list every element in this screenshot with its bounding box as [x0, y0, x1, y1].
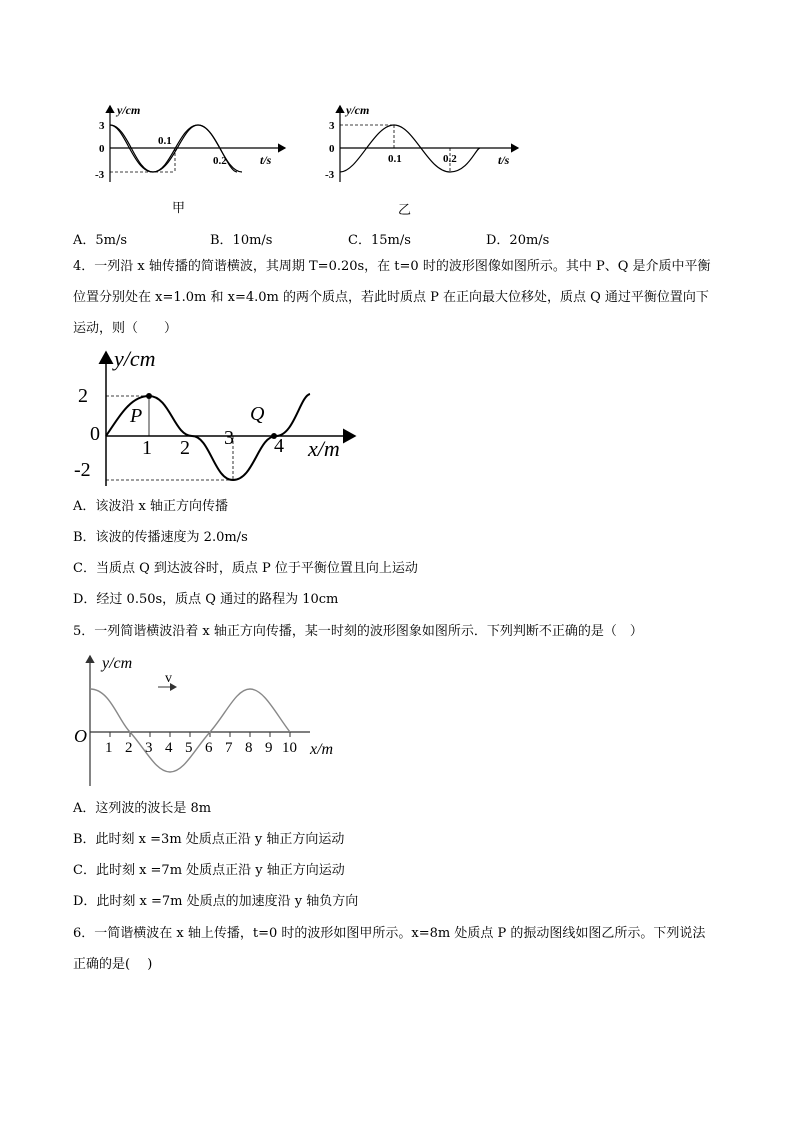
- q3-option-a: A．5m/s: [73, 233, 128, 248]
- y-axis-label: y/cm: [114, 346, 156, 371]
- x-tick: 3: [145, 740, 153, 756]
- x-tick: 0.1: [388, 153, 402, 165]
- q5-figure: [70, 650, 350, 790]
- y-tick: 2: [78, 385, 88, 407]
- q3-option-d: D．20m/s: [486, 233, 550, 248]
- y-tick: 0: [99, 143, 105, 155]
- y-axis-label: y/cm: [117, 103, 141, 117]
- y-tick: 3: [329, 120, 335, 132]
- y-tick: -2: [74, 459, 91, 481]
- q4-question-line: 位置分别处在 x=1.0m 和 x=4.0m 的两个质点，若此时质点 P 在正向最大位移处，质点 Q 通过平衡位置向下: [73, 290, 709, 305]
- velocity-label: v: [165, 671, 172, 686]
- wave-curve: [90, 689, 290, 772]
- q4-question-line: 运动，则（ ）: [73, 321, 178, 336]
- x-axis-label: t/s: [498, 153, 510, 167]
- q4-option-d: D．经过 0.50s，质点 Q 通过的路程为 10cm: [73, 592, 339, 607]
- x-tick: 7: [225, 740, 233, 756]
- y-tick: -3: [325, 169, 335, 181]
- x-tick: 9: [265, 740, 273, 756]
- x-tick: 1: [142, 437, 152, 459]
- figure-jia: [85, 98, 300, 190]
- q5-option-d: D．此时刻 x =7m 处质点的加速度沿 y 轴负方向: [73, 894, 359, 909]
- x-tick: 8: [245, 740, 253, 756]
- q4-question-line: 4．一列沿 x 轴传播的简谐横波，其周期 T=0.20s，在 t=0 时的波形图像如图所示。其中 P、Q 是介质中平衡: [73, 259, 711, 274]
- y-tick: -3: [95, 169, 105, 181]
- x-tick: 0.2: [443, 153, 457, 165]
- x-tick: 0.2: [213, 155, 227, 167]
- x-tick: 5: [185, 740, 193, 756]
- origin-label: O: [74, 726, 87, 746]
- y-tick: 0: [329, 143, 335, 155]
- x-tick: 0.1: [158, 135, 172, 147]
- q6-question-line: 正确的是( ): [73, 957, 153, 972]
- x-tick: 3: [224, 427, 234, 449]
- x-tick: 4: [274, 435, 284, 457]
- x-tick: 2: [180, 437, 190, 459]
- x-tick: 1: [105, 740, 113, 756]
- q4-option-c: C．当质点 Q 到达波谷时，质点 P 位于平衡位置且向上运动: [73, 561, 418, 576]
- x-tick: 4: [165, 740, 173, 756]
- x-tick: 10: [282, 740, 297, 756]
- x-ticks-marks: [110, 732, 290, 737]
- x-axis-label: x/m: [310, 741, 334, 758]
- x-tick: 6: [205, 740, 213, 756]
- y-tick: 3: [99, 120, 105, 132]
- figure-jia-caption: 甲: [172, 201, 186, 216]
- q3-option-c: C．15m/s: [348, 233, 411, 248]
- y-axis-label: y/cm: [346, 103, 370, 117]
- q6-question-line: 6．一简谐横波在 x 轴上传播，t=0 时的波形如图甲所示。x=8m 处质点 P 的振动图线如图乙所示。下列说法: [73, 926, 706, 941]
- figure-yi-caption: 乙: [398, 203, 412, 218]
- x-axis-label: t/s: [260, 153, 272, 167]
- point-q-label: Q: [250, 403, 265, 425]
- point-p-marker: [146, 393, 152, 399]
- point-p-label: P: [130, 405, 143, 427]
- q5-option-c: C．此时刻 x =7m 处质点正沿 y 轴正方向运动: [73, 863, 345, 878]
- x-axis-label: x/m: [308, 436, 340, 461]
- q3-option-b: B．10m/s: [210, 233, 273, 248]
- q5-question-line: 5．一列简谐横波沿着 x 轴正方向传播，某一时刻的波形图象如图所示．下列判断不正确的是（ ）: [73, 624, 643, 639]
- y-tick: 0: [90, 423, 100, 445]
- figure-yi: [318, 98, 533, 190]
- q5-option-b: B．此时刻 x =3m 处质点正沿 y 轴正方向运动: [73, 832, 345, 847]
- x-tick: 2: [125, 740, 133, 756]
- q4-option-b: B．该波的传播速度为 2.0m/s: [73, 530, 248, 545]
- q4-figure: [70, 346, 370, 490]
- q4-option-a: A．该波沿 x 轴正方向传播: [73, 499, 228, 514]
- y-axis-label: y/cm: [102, 655, 133, 672]
- q5-option-a: A．这列波的波长是 8m: [73, 801, 212, 816]
